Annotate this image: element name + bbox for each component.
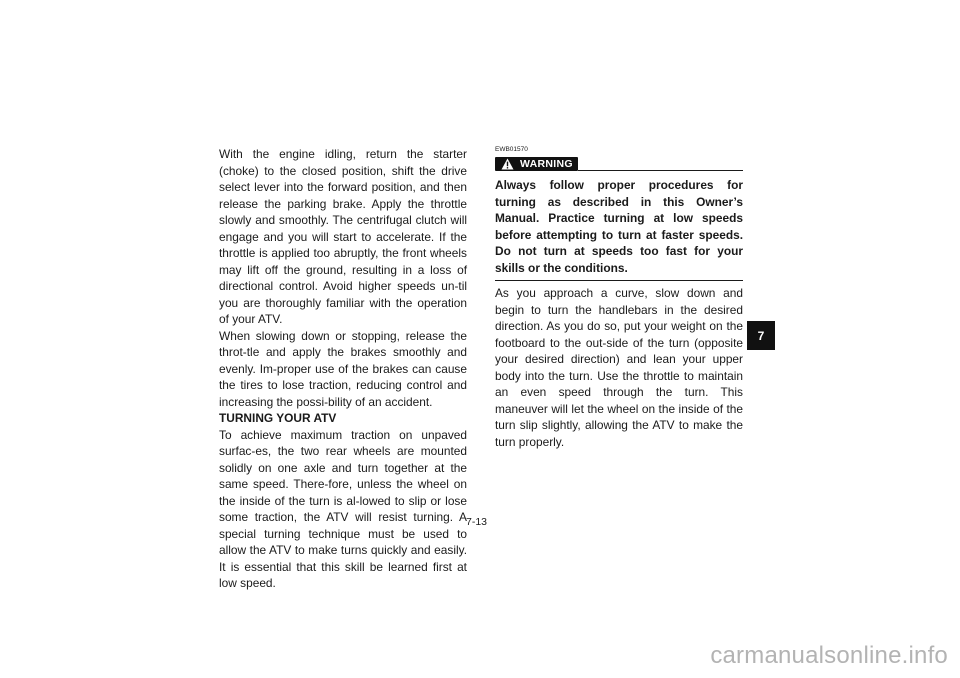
intro-paragraph: With the engine idling, return the starter (choke) to the closed position, shift the drive select lever into the forward position, and then release the parking brake. Apply the throttle slowly and smoothly. The centrifugal clutch will engage and you will start to accelerate. If the throttle is applied too abruptly, the front wheels may lift off the ground, resulting in a loss of directional control. Avoid higher speeds un-til you are thoroughly familiar with the operation of your ATV. — [219, 147, 467, 326]
cornering-paragraph: As you approach a curve, slow down and begin to turn the handlebars in the desired direction. As you do so, put your weight on the footboard to the out-side of the turn (opposite your desired direction) and lean your upper body into the turn. Use the throttle to maintain an even speed through the turn. This maneuver will let the wheel on the inside of the turn slip slightly, allowing the ATV to make the turn properly. — [495, 286, 743, 449]
section-heading: TURNING YOUR ATV — [219, 411, 337, 425]
watermark: carmanualsonline.info — [710, 642, 948, 669]
warning-badge — [495, 157, 578, 171]
warning-rule — [578, 170, 743, 171]
chapter-tab: 7 — [747, 321, 775, 350]
turning-paragraph: To achieve maximum traction on unpaved surfac-es, the two rear wheels are mounted solidly on one axle and turn together at the same speed. There-fore, unless the wheel on the inside of the turn is al-lowed to slip or lose some traction, the ATV will resist turning. A special turning technique must be used to allow the ATV to make turns quickly and easily. It is essential that this skill be learned first at low speed. — [219, 427, 467, 590]
warning-text: Always follow proper procedures for turning as described in this Owner’s Manual. Practice turning at low speeds before attempting to turn at faster speeds. Do not turn at speeds too fast for your skills or the conditions. — [495, 177, 743, 281]
warning-header — [495, 157, 743, 177]
warning-label: WARNING — [520, 157, 573, 170]
warning-triangle-icon — [501, 158, 514, 170]
warning-code: EWB01570 — [495, 146, 528, 153]
left-column — [219, 146, 467, 592]
slowing-paragraph: When slowing down or stopping, release the throt-tle and apply the brakes smoothly and evenly. Im-proper use of the brakes can cause the tires to lose traction, reducing control and increasing the possi-bility of an accident. — [219, 328, 467, 409]
right-column — [495, 146, 743, 450]
page-number: 7-13 — [466, 516, 488, 528]
